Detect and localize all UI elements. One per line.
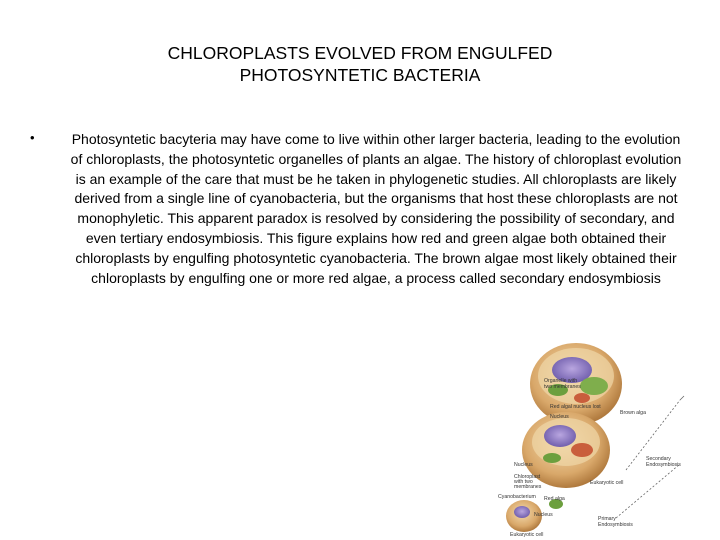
bullet-marker: •: [30, 130, 35, 145]
label-primary: Primary: [598, 516, 616, 522]
title-line-1: CHLOROPLASTS EVOLVED FROM ENGULFED: [167, 43, 553, 63]
label-organelle-2: two membranes: [544, 384, 581, 390]
label-eukaryotic-mid: Eukaryotic cell: [590, 480, 624, 486]
label-secondary: Secondary: [646, 456, 671, 462]
slide-title: [60, 42, 660, 86]
label-nucleus-mid: Nucleus: [514, 462, 533, 468]
label-secondary-2: Endosymbiosis: [646, 462, 681, 468]
label-brown-alga: Brown alga: [620, 410, 646, 416]
endosymbiosis-figure: [496, 340, 720, 540]
endosymbiosis-diagram: [496, 340, 720, 540]
label-chloroplast-3: membranes: [514, 484, 542, 490]
bullet-text: Photosyntetic bacyteria may have come to live within other larger bacteria, leading to the evolution of chloroplasts, the photosyntetic organelles of plants an algae. The history of chloroplast evolution is an example of the care that must be he taken in phylogenetic studies. All chloroplasts are likely derived from a single line of cyanobacteria, but the organisms that host these chloroplasts are not monophyletic. This apparent paradox is resolved by considering the possibility of secondary, and even tertiary endosymbiosis. This figure explains how red and green algae both obtained their chloroplasts by engulfing photosyntetic cyanobacteria. The brown algae most likely obtained their chloroplasts by engulfing one or more red algae, a process called secondary endosymbiosis: [70, 131, 682, 286]
label-primary-2: Endosymbiosis: [598, 522, 633, 528]
label-chloroplast: Chloroplast: [514, 474, 541, 480]
label-nucleus-top: Nucleus: [550, 414, 569, 420]
label-red-nucleus: Red algal nucleus lost: [550, 404, 601, 410]
label-chloroplast-2: with two: [514, 479, 533, 485]
label-nucleus-low: Nucleus: [534, 512, 553, 518]
label-red-alga: Red alga: [544, 496, 565, 502]
label-cyanobacterium: Cyanobacterium: [498, 494, 536, 500]
title-line-2: PHOTOSYNTETIC BACTERIA: [239, 65, 481, 85]
label-organelle: Organelle with: [544, 378, 578, 384]
label-eukaryotic-low: Eukaryotic cell: [510, 532, 544, 538]
